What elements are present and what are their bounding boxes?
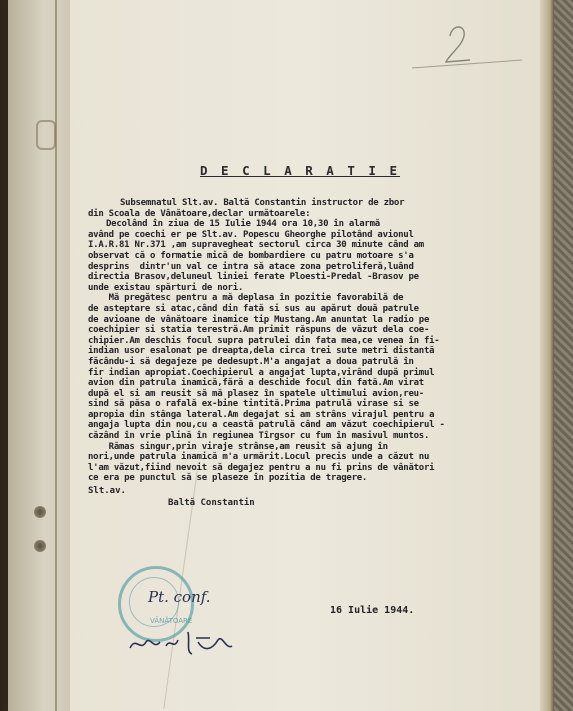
body-line: având pe coechi er pe Slt.av. Popescu Gheorghe pilotând avionul [88, 229, 414, 240]
handwritten-note: Pt. conf. [148, 588, 211, 606]
body-line: nori,unde patrula inamică m'a urmărit.Locul precis unde a căzut nu [88, 452, 430, 463]
binding-hole-icon [34, 540, 46, 552]
body-line: apropia din stânga lateral.Am degajat si am strâns virajul pentru a [88, 409, 435, 420]
body-line: Mă pregătesc pentru a mă deplasa în pozitie favorabilă de [88, 293, 404, 304]
page-edge [540, 0, 554, 711]
body-line: Rămas singur,prin viraje strânse,am reusit să ajung în [88, 441, 388, 452]
binding-hole-icon [34, 506, 46, 518]
body-line: sind să păsa o rafală ex-bine tintită.Prima patrulă virase si se [88, 399, 419, 410]
body-line: angaja lupta din nou,cu a ceastă patrulă când am văzut coechipierul - [88, 420, 445, 431]
body-line: I.A.R.81 Nr.371 ,am supravegheat sectorul circa 30 minute când am [88, 240, 424, 251]
body-line: observat că o formatie mică de bombardiere cu patru motoare s'a [88, 250, 414, 261]
stamp-text: VÂNĂTOARE [150, 617, 193, 625]
binding-fold [55, 0, 57, 711]
pencil-mark-icon [392, 16, 542, 76]
body-line: ce era pe punctul să se plaseze în pozitia de tragere. [88, 473, 368, 484]
body-line: din Scoala de Vânătoare,declar următoarele: [88, 208, 311, 219]
body-line: fir indian apropiat.Coechipierul a angajat lupta,virând după primul [88, 367, 435, 378]
body-line: l'am văzut,fiind nevoit să degajez pentru a nu fi prins de vânători [88, 462, 435, 473]
body-line: unde existau spărturi de nori. [88, 282, 244, 293]
body-line: chipier.Am deschis focul supra patrulei din fata mea,ce venea în fi- [88, 335, 440, 346]
signer-name: Baltă Constantin [168, 498, 255, 508]
document-title: D E C L A R A T I E [200, 163, 400, 178]
handwritten-signature-icon [126, 628, 236, 658]
body-line: Decolând în ziua de 15 Iulie 1944 ora 10,30 în alarmă [106, 219, 380, 230]
body-line: Subsemnatul Slt.av. Baltă Constantin instructor de zbor [120, 198, 405, 208]
body-line: indian usor esalonat pe dreapta,dela circa trei sute metri distantă [88, 346, 435, 357]
document-date: 16 Iulie 1944. [330, 605, 415, 616]
body-line: căzând în vrie plină în regiunea Tîrgsor cu fum în masivul muntos. [88, 431, 430, 442]
body-line: directia Brasov,deluneul liniei ferate Ploesti-Predal -Brasov pe [88, 272, 419, 283]
body-line: făcându-i să degajeze pe dedesupt.M'a angajat a doua patrulă în [88, 356, 414, 367]
body-line: de avioane de vânătoare inamice tip Mustang.Am anuntat la radio pe [88, 314, 430, 325]
body-line: desprins dintr'un val ce intra să atace zona petroliferă,luând [88, 261, 414, 272]
signer-rank: Slt.av. [88, 486, 126, 496]
binding-spine [8, 0, 70, 711]
body-line: avion din patrula inamică,fără a deschide focul din fată.Am virat [88, 378, 424, 389]
body-line: coechipier si statia terestră.Am primit răspuns de văzut dela coe- [88, 325, 430, 336]
clip-mark [36, 120, 56, 150]
body-line: după el si am reusit să mă plasez în spatele ultimului avion,reu- [88, 388, 424, 399]
declaration-body [88, 198, 528, 484]
body-line: de asteptare si atac,când din fată si sus au apărut două patrule [88, 303, 419, 314]
